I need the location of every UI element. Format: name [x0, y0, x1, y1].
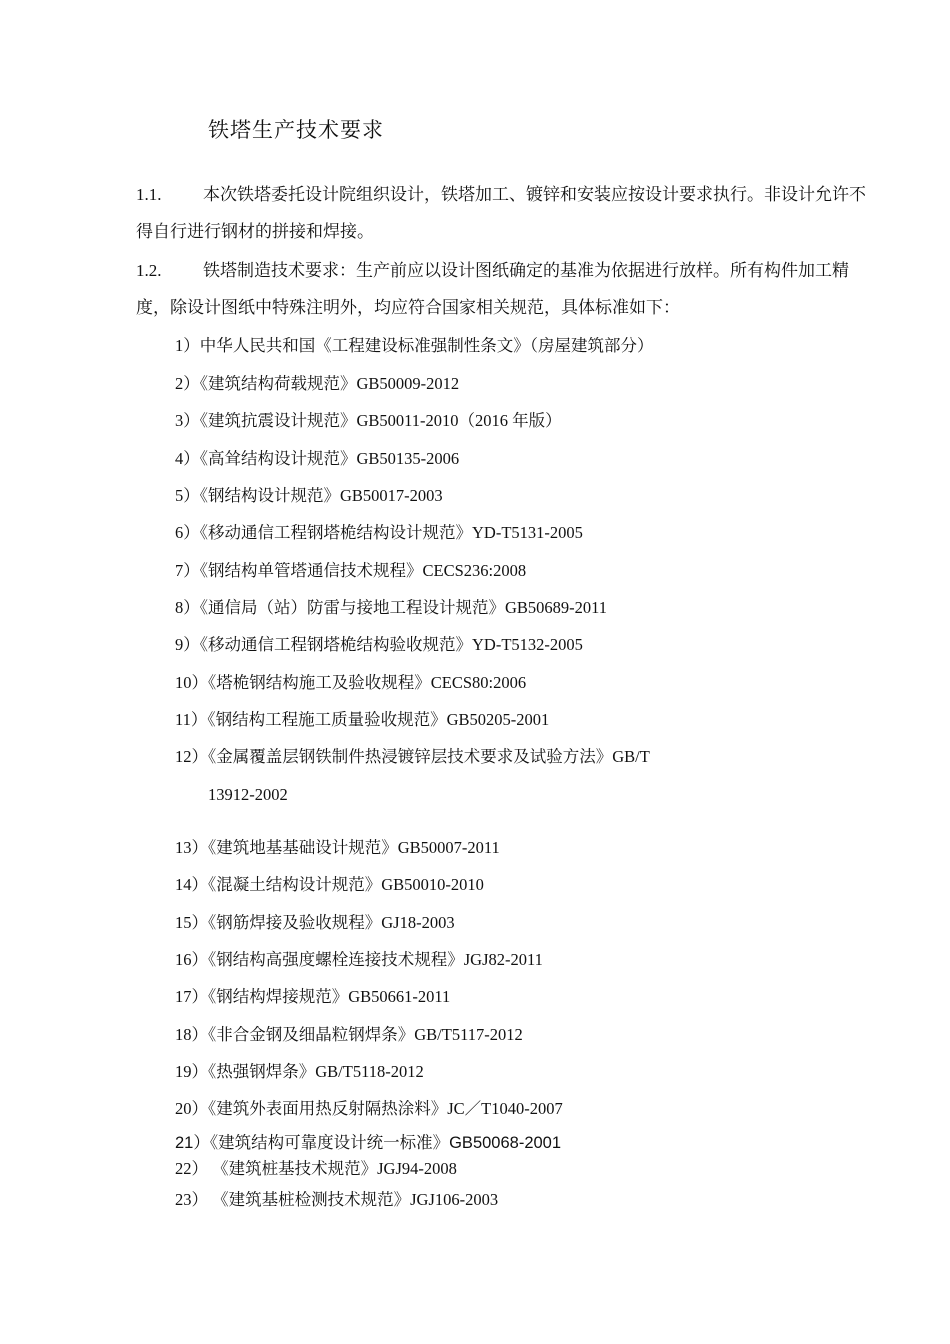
- standard-item: 3）《建筑抗震设计规范》GB50011-2010（2016 年版）: [175, 411, 562, 430]
- standard-item: 13）《建筑地基基础设计规范》GB50007-2011: [175, 838, 500, 857]
- standard-item: 9）《移动通信工程钢塔桅结构验收规范》YD-T5132-2005: [175, 635, 583, 654]
- standard-item: 4）《高耸结构设计规范》GB50135-2006: [175, 449, 460, 468]
- standard-item: 2）《建筑结构荷载规范》GB50009-2012: [175, 374, 460, 393]
- paragraph-1-1: [136, 176, 876, 250]
- standard-item: 5）《钢结构设计规范》GB50017-2003: [175, 486, 443, 505]
- paragraph-1-2: [136, 252, 876, 326]
- document-title: 铁塔生产技术要求: [208, 118, 384, 142]
- standard-item: 10）《塔桅钢结构施工及验收规程》CECS80:2006: [175, 673, 527, 692]
- standard-item: 18）《非合金钢及细晶粒钢焊条》GB/T5117-2012: [175, 1025, 523, 1044]
- standard-item: 7）《钢结构单管塔通信技术规程》CECS236:2008: [175, 561, 527, 580]
- standard-item: 22） 《建筑桩基技术规范》JGJ94-2008: [175, 1159, 457, 1178]
- standard-item: 8）《通信局（站）防雷与接地工程设计规范》GB50689-2011: [175, 598, 608, 617]
- standard-item: 12）《金属覆盖层钢铁制件热浸镀锌层技术要求及试验方法》GB/T: [175, 747, 650, 766]
- paragraph-number: 1.2.: [136, 261, 162, 280]
- standard-item: 16）《钢结构高强度螺栓连接技术规程》JGJ82-2011: [175, 950, 543, 969]
- paragraph-text: 本次铁塔委托设计院组织设计，铁塔加工、镀锌和安装应按设计要求执行。非设计允许不得自行进行钢材的拼接和焊接。: [136, 185, 866, 241]
- standard-item-continuation: 13912-2002: [208, 785, 288, 804]
- standard-item: 11）《钢结构工程施工质量验收规范》GB50205-2001: [175, 710, 550, 729]
- paragraph-text: 铁塔制造技术要求：生产前应以设计图纸确定的基准为依据进行放样。所有构件加工精度，除设计图纸中特殊注明外，均应符合国家相关规范，具体标准如下：: [136, 261, 849, 317]
- standard-item: 1）中华人民共和国《工程建设标准强制性条文》（房屋建筑部分）: [175, 336, 654, 355]
- standard-item: 20）《建筑外表面用热反射隔热涂料》JC／T1040-2007: [175, 1099, 563, 1118]
- standard-item: 19）《热强钢焊条》GB/T5118-2012: [175, 1062, 424, 1081]
- standard-item: 23） 《建筑基桩检测技术规范》JGJ106-2003: [175, 1190, 499, 1209]
- standard-item: 15）《钢筋焊接及验收规程》GJ18-2003: [175, 913, 455, 932]
- standard-item: 14）《混凝土结构设计规范》GB50010-2010: [175, 875, 484, 894]
- standard-item: 17）《钢结构焊接规范》GB50661-2011: [175, 987, 451, 1006]
- standard-item: 6）《移动通信工程钢塔桅结构设计规范》YD-T5131-2005: [175, 523, 583, 542]
- standard-item: 21）《建筑结构可靠度设计统一标准》GB50068-2001: [175, 1134, 562, 1152]
- paragraph-number: 1.1.: [136, 185, 162, 204]
